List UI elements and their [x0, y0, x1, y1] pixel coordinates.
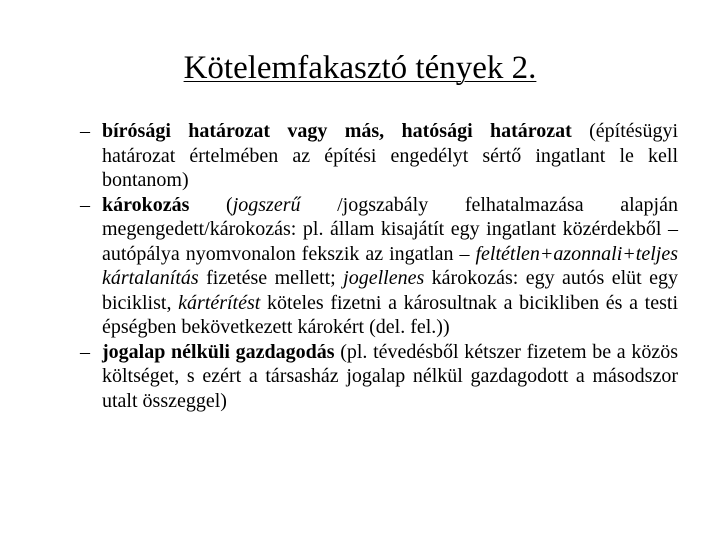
italic-term: kártérítést: [178, 291, 261, 314]
list-item-karokozas: [80, 193, 678, 340]
italic-term: feltétlen+azonnali+teljes kártalanítás: [102, 242, 678, 289]
italic-term: jogszerű: [232, 193, 301, 216]
item-text: (pl. tévedésből kétszer fizetem be a közös költséget, s ezért a társasház jogalap nélkül gazdagodott a másodszor utalt összeggel): [102, 340, 678, 412]
list-item-hatarozat: [80, 119, 678, 193]
item-text: köteles fizetni a károsultnak a bicikliben és a testi épségben bekövetkezett károkért (del. fel.)): [102, 291, 678, 338]
item-text: (építésügyi határozat értelmében az építési engedélyt sértő ingatlant le kell bontanom): [102, 120, 678, 191]
bold-term: bírósági határozat vagy más, hatósági határozat: [102, 120, 572, 142]
list-item-gazdagodas: [80, 340, 678, 414]
slide-title: Kötelemfakasztó tények 2.: [183, 50, 537, 86]
bullet-list: [80, 119, 678, 413]
item-text: fizetése mellett;: [198, 267, 344, 289]
bullet-dash: –: [80, 193, 90, 216]
italic-term: jogellenes: [343, 267, 425, 289]
bold-term: károkozás: [102, 193, 190, 216]
bold-term: jogalap nélküli gazdagodás: [102, 340, 335, 363]
item-text: (: [189, 193, 233, 216]
bullet-dash: –: [80, 120, 90, 142]
bullet-dash: –: [80, 340, 90, 363]
item-text: károkozás: egy autós elüt egy biciklist,: [102, 267, 678, 314]
item-text: /jogszabály felhatalmazása alapján megengedett/károkozás: pl. állam kisajátít egy ingatlant közérdekből – autópálya nyomvonalon fekszik az ingatlan –: [102, 193, 678, 265]
